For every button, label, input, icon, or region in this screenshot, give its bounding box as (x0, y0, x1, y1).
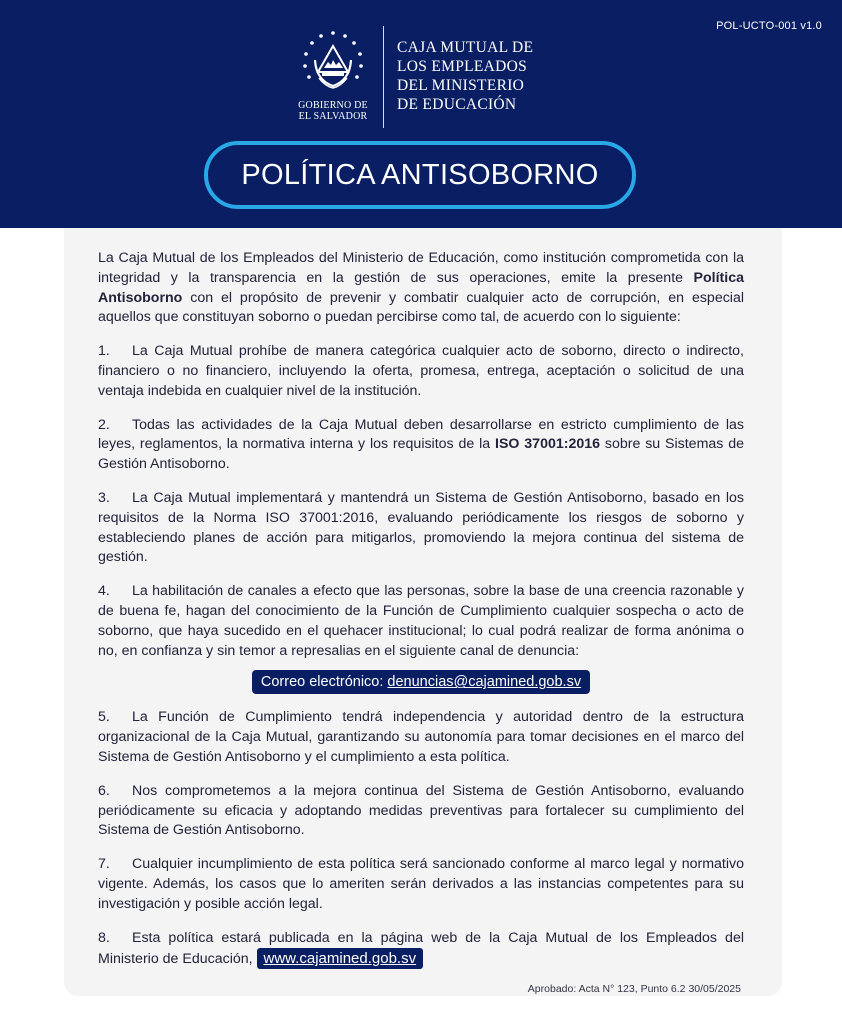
item-number: 1. (98, 343, 110, 360)
item-number: 6. (98, 782, 110, 799)
item-number: 4. (98, 583, 110, 600)
item-text: Esta política estará publicada en la página web de la Caja Mutual de los Empleados del Ministerio de Educación, (98, 929, 744, 968)
el-salvador-coat-of-arms-icon (300, 30, 366, 96)
iso-standard-bold: ISO 37001:2016 (495, 436, 601, 453)
header-banner (0, 0, 842, 228)
logo-divider (383, 26, 384, 128)
policy-item-2 (98, 416, 744, 475)
website-badge (257, 948, 424, 969)
policy-item-1 (98, 342, 744, 401)
inst-line-3: DEL MINISTERIO (397, 77, 525, 94)
gov-line-2: EL SALVADOR (298, 111, 368, 122)
email-label: Correo electrónico: (260, 674, 388, 691)
item-text: La Función de Cumplimiento tendrá independencia y autoridad dentro de la estructura organizacional de la Caja Mutual, garantizando su autonomía para tomar decisiones en el marco del Sistema de Gestión Antisoborno y el cumplimiento a esta política. (98, 709, 744, 765)
policy-item-4 (98, 582, 744, 661)
policy-item-7 (98, 855, 744, 914)
policy-item-5 (98, 708, 744, 767)
email-link[interactable]: denuncias@cajamined.gob.sv (387, 674, 582, 691)
item-text: Cualquier incumplimiento de esta política será sancionado conforme al marco legal y normativo vigente. Además, los casos que lo ameriten serán derivados a las instancias competentes para su investigación y posible acción legal. (98, 856, 744, 912)
approval-note: Aprobado: Acta N° 123, Punto 6.2 30/05/2025 (527, 983, 741, 995)
institution-logo (288, 26, 568, 130)
inst-line-4: DE EDUCACIÓN (397, 96, 517, 113)
intro-bold: Política Antisoborno (98, 269, 744, 306)
intro-text-2: con el propósito de prevenir y combatir cualquier acto de corrupción, en especial aquellos que constituyan soborno o puedan percibirse como tal, de acuerdo con lo siguiente: (98, 289, 744, 326)
intro-text-1: La Caja Mutual de los Empleados del Ministerio de Educación, como institución comprometida con la integridad y la transparencia en la gestión de sus operaciones, emite la presente (98, 250, 744, 286)
page-title: POLÍTICA ANTISOBORNO (241, 158, 599, 191)
institution-name (397, 38, 567, 114)
report-channel-row (98, 670, 744, 694)
item-text: La Caja Mutual prohíbe de manera categórica cualquier acto de soborno, directo o indirecto, financiero o no financiero, incluyendo la oferta, promesa, entrega, aceptación o solicitud de una ventaja indebida en cualquier nivel de la institución. (98, 343, 744, 399)
policy-item-3 (98, 489, 744, 568)
item-text: sobre su Sistemas de Gestión Antisoborno. (98, 436, 745, 473)
item-number: 5. (98, 709, 110, 726)
government-label (288, 100, 378, 122)
item-text: Nos comprometemos a la mejora continua del Sistema de Gestión Antisoborno, evaluando periódicamente su eficacia y adoptando medidas preventivas para fortalecer su cumplimiento del Sistema de Gestión Antisoborno. (98, 782, 744, 839)
item-number: 3. (98, 489, 110, 506)
item-text: La habilitación de canales a efecto que las personas, sobre la base de una creencia razonable y de buena fe, hagan del conocimiento de la Función de Cumplimiento cualquier sospecha o acto de soborno, que haya sucedido en el quehacer institucional; lo cual podrá realizar de forma anónima o no, en confianza y sin temor a represalias en el siguiente canal de denuncia: (98, 583, 744, 659)
email-badge (252, 670, 590, 694)
inst-line-1: CAJA MUTUAL DE (397, 39, 534, 56)
item-number: 7. (98, 856, 110, 873)
policy-item-8 (98, 929, 744, 971)
item-number: 8. (98, 929, 110, 946)
inst-line-2: LOS EMPLEADOS (397, 58, 528, 75)
page-title-pill (204, 141, 636, 209)
policy-body (98, 249, 744, 984)
item-text: Todas las actividades de la Caja Mutual deben desarrollarse en estricto cumplimiento de las leyes, reglamentos, la normativa interna y los requisitos de la (98, 416, 744, 453)
item-number: 2. (98, 416, 110, 433)
policy-item-6 (98, 782, 744, 841)
website-link[interactable]: www.cajamined.gob.sv (263, 950, 417, 968)
intro-paragraph (98, 249, 744, 328)
gov-line-1: GOBIERNO DE (298, 100, 368, 111)
document-code: POL-UCTO-001 v1.0 (716, 20, 822, 32)
item-text: La Caja Mutual implementará y mantendrá un Sistema de Gestión Antisoborno, basado en los requisitos de la Norma ISO 37001:2016, evaluando periódicamente los riesgos de soborno y estableciendo planes de acción para mitigarlos, promoviendo la mejora continua del sistema de gestión. (98, 489, 744, 566)
